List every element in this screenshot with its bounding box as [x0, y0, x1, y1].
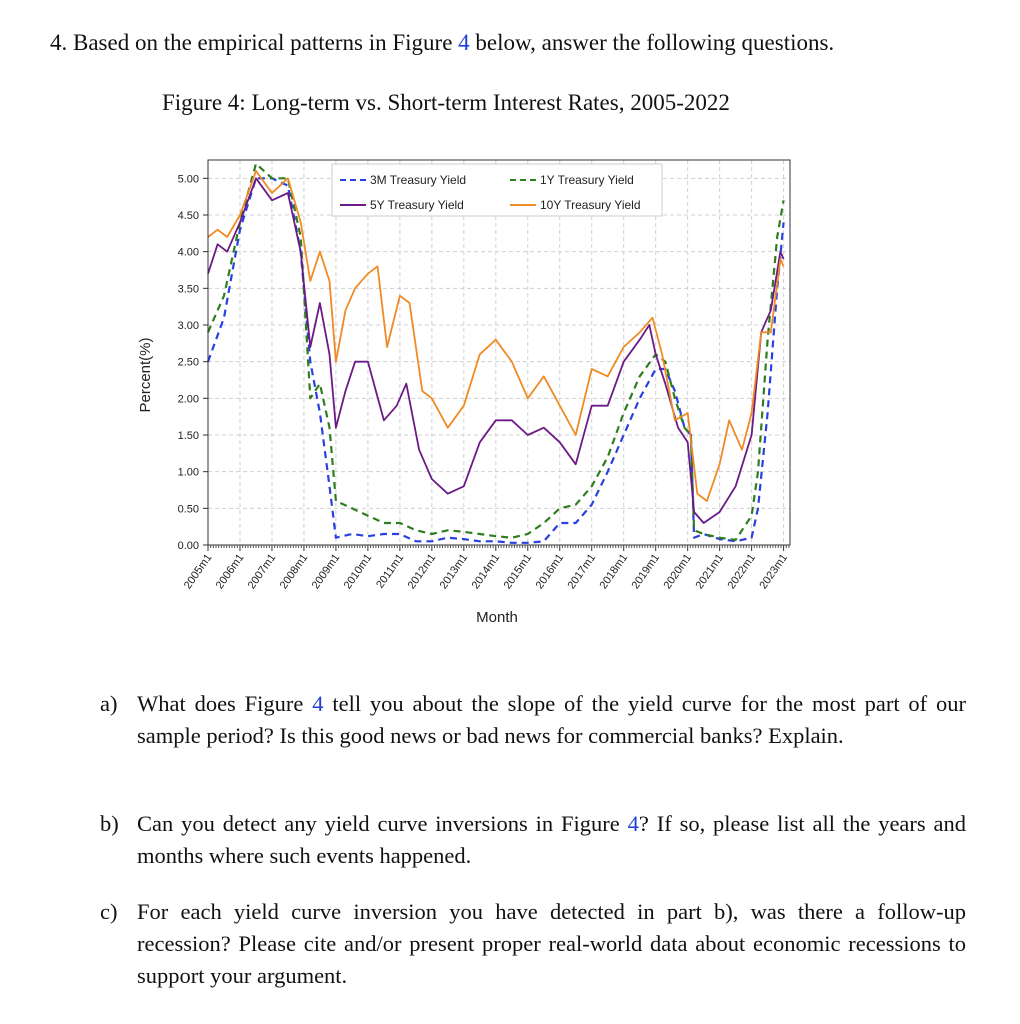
legend-label-y5: 5Y Treasury Yield [370, 198, 464, 212]
y-axis-label: Percent(%) [137, 337, 154, 413]
y-tick-label: 4.50 [177, 210, 199, 222]
y-tick-label: 5.00 [177, 173, 199, 186]
subquestion-a-text-after: tell you about the slope of the yield curve for the most part of our sample period? Is this good news or bad news for commercial banks? Explain. [137, 691, 966, 748]
legend-label-y10: 10Y Treasury Yield [540, 198, 641, 212]
y-tick-label: 2.50 [177, 356, 199, 369]
x-tick-label: 2018m1 [597, 551, 631, 592]
question-heading [50, 30, 834, 56]
subquestion-b-figure-link[interactable]: 4 [627, 811, 639, 836]
x-tick-label: 2015m1 [501, 551, 535, 592]
x-tick-label: 2009m1 [309, 551, 343, 592]
subquestion-b [100, 808, 966, 872]
x-tick-label: 2022m1 [725, 551, 759, 592]
x-tick-label: 2010m1 [341, 551, 375, 592]
x-tick-label: 2011m1 [374, 551, 407, 591]
question-text-before: Based on the empirical patterns in Figure [73, 30, 453, 55]
subquestion-b-label: b) [100, 811, 119, 836]
subquestion-a-figure-link[interactable]: 4 [312, 691, 324, 716]
subquestion-c-text [137, 896, 966, 992]
subquestion-b-text-after: ? If so, please list all the years and months where such events happened. [137, 811, 967, 868]
x-tick-label: 2014m1 [469, 551, 503, 592]
subquestion-c-label: c) [100, 899, 118, 924]
subquestion-b-text [137, 808, 966, 872]
y-tick-label: 3.00 [177, 320, 199, 332]
figure-caption: Figure 4: Long-term vs. Short-term Interest Rates, 2005-2022 [162, 90, 730, 115]
x-axis-label: Month [476, 609, 518, 626]
y-tick-label: 4.00 [177, 246, 199, 259]
x-tick-label: 2016m1 [533, 551, 567, 592]
x-tick-label: 2012m1 [405, 551, 439, 592]
figure-reference-link[interactable]: 4 [458, 30, 470, 55]
y-tick-label: 0.50 [177, 503, 199, 516]
x-tick-label: 2023m1 [757, 551, 791, 592]
x-tick-label: 2008m1 [277, 551, 311, 592]
x-tick-label: 2005m1 [181, 551, 215, 592]
x-tick-label: 2013m1 [437, 551, 471, 592]
question-text-after: below, answer the following questions. [475, 30, 835, 55]
subquestion-c [100, 896, 966, 992]
y-tick-label: 1.00 [177, 466, 199, 479]
chart-legend [332, 164, 662, 216]
legend-label-m3: 3M Treasury Yield [370, 173, 467, 187]
subquestion-a [100, 688, 966, 752]
x-tick-label: 2020m1 [661, 551, 695, 592]
y-tick-label: 0.00 [177, 540, 199, 552]
x-tick-label: 2017m1 [565, 551, 599, 592]
x-tick-label: 2019m1 [629, 551, 663, 592]
x-tick-label: 2021m1 [693, 551, 727, 592]
subquestion-a-text-before: What does Figure [137, 691, 304, 716]
subquestion-a-text [137, 688, 966, 752]
question-number: 4. [50, 30, 68, 55]
y-tick-label: 1.50 [177, 430, 199, 442]
legend-label-y1: 1Y Treasury Yield [540, 173, 634, 187]
y-tick-label: 2.00 [177, 393, 199, 406]
yield-chart [120, 150, 800, 640]
subquestion-a-label: a) [100, 691, 118, 716]
x-tick-label: 2006m1 [213, 551, 247, 592]
y-tick-label: 3.50 [177, 283, 199, 296]
subquestion-b-text-before: Can you detect any yield curve inversions in Figure [137, 811, 620, 836]
subquestion-c-text-before: For each yield curve inversion you have detected in part b), was there a follow-up recession? Please cite and/or present proper real-world data about economic recessions to support your argument. [137, 899, 966, 988]
x-tick-label: 2007m1 [245, 551, 279, 592]
